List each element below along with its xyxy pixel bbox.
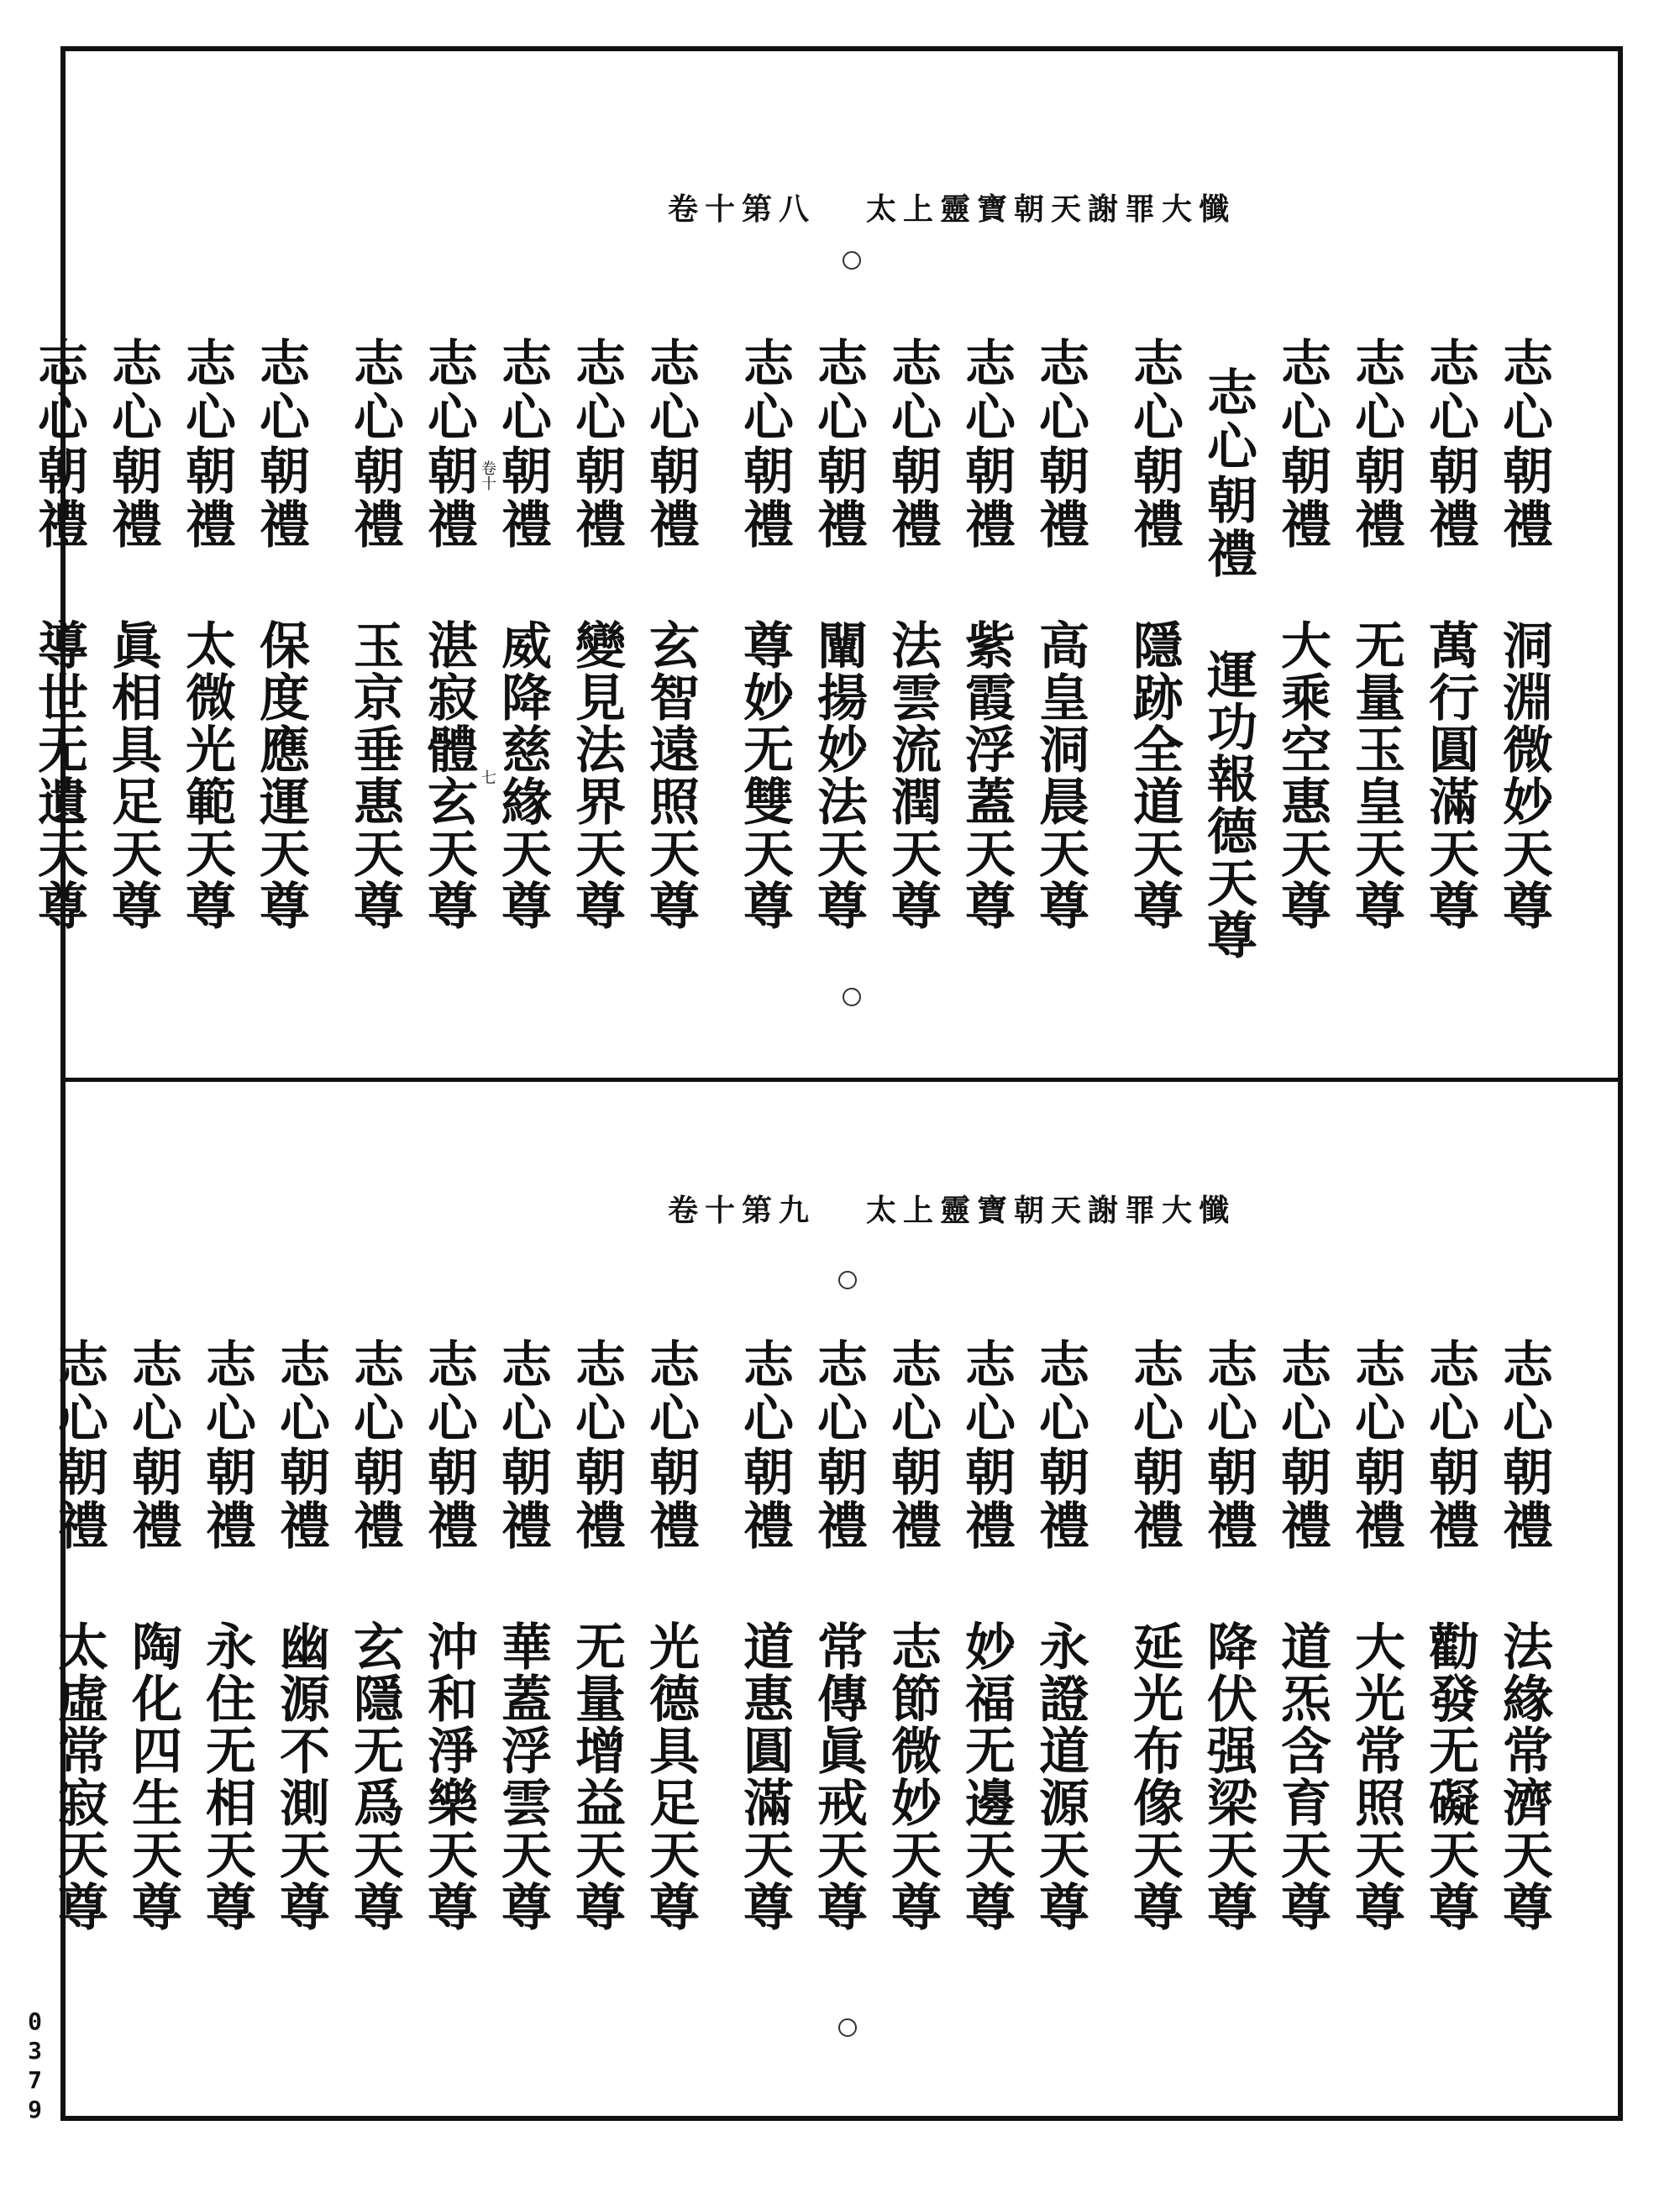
- deity-name: 太虛常寂天尊: [50, 1620, 108, 1933]
- entry-heading: 志心朝禮: [1125, 1338, 1184, 1553]
- entry-column: [1117, 337, 1191, 961]
- deity-name: 降伏强梁天尊: [1199, 1620, 1257, 1933]
- margin-label: 卷十: [479, 460, 496, 491]
- deity-name: 紫霞浮蓋天尊: [957, 619, 1016, 932]
- entry-heading: 志心朝禮: [1273, 337, 1331, 552]
- deity-name: 變見法界天尊: [567, 619, 626, 932]
- entry-column: [1339, 1338, 1413, 1933]
- entry-column: [1339, 337, 1413, 961]
- entry-heading: 志心朝禮: [493, 1338, 552, 1553]
- deity-name: 闡揚妙法天尊: [809, 619, 868, 932]
- entry-heading: 志心朝禮: [641, 1338, 700, 1553]
- margin-number: 七: [479, 769, 496, 785]
- entry-heading: 志心朝禮: [735, 337, 794, 552]
- entry-column: [1487, 337, 1561, 961]
- entry-heading: 志心朝禮: [567, 1338, 626, 1553]
- entry-column: [244, 337, 318, 961]
- entry-heading: 志心朝禮: [567, 337, 626, 552]
- entry-column: [116, 1338, 190, 1933]
- volume-label: 卷十第九: [667, 1192, 816, 1228]
- entry-heading: 志心朝禮: [1031, 337, 1089, 552]
- upper-page: [29, 51, 1618, 1078]
- entry-heading: 志心朝禮: [1273, 1338, 1331, 1553]
- deity-name: 光德具足天尊: [641, 1620, 700, 1933]
- entry-heading: 志心朝禮: [1494, 1338, 1553, 1553]
- deity-name: 法雲流潤天尊: [883, 619, 942, 932]
- entry-column: [801, 337, 875, 961]
- entry-heading: 志心朝禮: [177, 337, 236, 552]
- entry-heading: 志心朝禮: [1347, 337, 1405, 552]
- entry-heading: 志心朝禮: [957, 337, 1016, 552]
- entry-column: [1117, 1338, 1191, 1933]
- deity-name: 玄隱无爲天尊: [345, 1620, 404, 1933]
- entry-heading: 志心朝禮: [1347, 1338, 1405, 1553]
- deity-name: 導世无遺天尊: [29, 619, 88, 932]
- entry-column: [1413, 1338, 1487, 1933]
- volume-label: 卷十第八: [667, 191, 816, 227]
- deity-name: 玉京垂惠天尊: [345, 619, 404, 932]
- entry-heading: 志心朝禮: [883, 1338, 942, 1553]
- entry-column: [633, 1338, 707, 1933]
- entry-heading: 志心朝禮: [1125, 337, 1184, 552]
- scripture-title: 太上靈寶朝天謝罪大懺: [865, 1192, 1236, 1228]
- entry-column: [1413, 337, 1487, 961]
- deity-name: 玄智遠照天尊: [641, 619, 700, 932]
- deity-name: 妙福无邊天尊: [957, 1620, 1016, 1933]
- entry-column: [559, 337, 633, 961]
- deity-name: 運功報德天尊: [1199, 648, 1257, 961]
- deity-name: 道惠圓滿天尊: [735, 1620, 794, 1933]
- entry-heading: 志心朝禮: [493, 337, 552, 552]
- entry-column: [1023, 1338, 1097, 1933]
- entry-heading: 志心朝禮: [957, 1338, 1016, 1553]
- deity-name: 華蓋浮雲天尊: [493, 1620, 552, 1933]
- deity-name: 永住无相天尊: [197, 1620, 256, 1933]
- entry-column: [559, 1338, 633, 1933]
- scripture-title: 太上靈寶朝天謝罪大懺: [865, 191, 1236, 227]
- entry-heading: 志心朝禮: [1031, 1338, 1089, 1553]
- entry-heading: 志心朝禮: [1494, 337, 1553, 552]
- entry-heading: 志心朝禮: [1199, 366, 1257, 581]
- entry-heading: 志心朝禮: [1420, 1338, 1479, 1553]
- binding-hole: [843, 251, 861, 270]
- entry-heading: 志心朝禮: [883, 337, 942, 552]
- lower-page: [50, 1082, 1618, 2116]
- entry-column: [1191, 1338, 1265, 1933]
- deity-name: 道炁含育天尊: [1273, 1620, 1331, 1933]
- running-header: [668, 1183, 1236, 1233]
- entry-columns: [42, 1338, 1561, 1933]
- entry-column: [949, 337, 1023, 961]
- entry-heading: 志心朝禮: [251, 337, 310, 552]
- entry-column: [486, 337, 559, 961]
- deity-name: 湛寂體玄天尊: [419, 619, 478, 932]
- entry-heading: 志心朝禮: [419, 337, 478, 552]
- deity-name: 法緣常濟天尊: [1494, 1620, 1553, 1933]
- deity-name: 眞相具足天尊: [103, 619, 162, 932]
- entry-column: [875, 337, 949, 961]
- entry-column: [1265, 337, 1339, 961]
- entry-column: [1487, 1338, 1561, 1933]
- entry-column: [96, 337, 170, 961]
- deity-name: 大乘空惠天尊: [1273, 619, 1331, 932]
- entry-column: [42, 1338, 116, 1933]
- entry-heading: 志心朝禮: [345, 1338, 404, 1553]
- binding-hole: [838, 2018, 857, 2037]
- entry-heading: 志心朝禮: [271, 1338, 330, 1553]
- entry-heading: 志心朝禮: [641, 337, 700, 552]
- entry-column: [949, 1338, 1023, 1933]
- deity-name: 勸發无礙天尊: [1420, 1620, 1479, 1933]
- entry-column: [190, 1338, 264, 1933]
- entry-column: [727, 337, 801, 961]
- deity-name: 威降慈緣天尊: [493, 619, 552, 932]
- deity-name: 沖和淨樂天尊: [419, 1620, 478, 1933]
- entry-column: [338, 1338, 412, 1933]
- entry-heading: 志心朝禮: [345, 337, 404, 552]
- entry-column: [1191, 337, 1265, 961]
- entry-column: [338, 337, 412, 961]
- entry-heading: 志心朝禮: [1420, 337, 1479, 552]
- entry-column: [727, 1338, 801, 1933]
- entry-heading: 志心朝禮: [735, 1338, 794, 1553]
- deity-name: 无量玉皇天尊: [1347, 619, 1405, 932]
- binding-hole: [843, 988, 861, 1006]
- deity-name: 志節微妙天尊: [883, 1620, 942, 1933]
- deity-name: 隱跡全道天尊: [1125, 619, 1184, 932]
- entry-column: [801, 1338, 875, 1933]
- deity-name: 常傳眞戒天尊: [809, 1620, 868, 1933]
- page-number: 0379: [21, 2007, 49, 2125]
- entry-column: [1023, 337, 1097, 961]
- entry-heading: 志心朝禮: [29, 337, 88, 552]
- entry-heading: 志心朝禮: [419, 1338, 478, 1553]
- deity-name: 尊妙无雙天尊: [735, 619, 794, 932]
- deity-name: 无量增益天尊: [567, 1620, 626, 1933]
- entry-heading: 志心朝禮: [50, 1338, 108, 1553]
- running-header: [668, 181, 1236, 232]
- deity-name: 幽源不測天尊: [271, 1620, 330, 1933]
- entry-heading: 志心朝禮: [103, 337, 162, 552]
- deity-name: 延光布像天尊: [1125, 1620, 1184, 1933]
- entry-column: [170, 337, 244, 961]
- entry-column: [875, 1338, 949, 1933]
- deity-name: 永證道源天尊: [1031, 1620, 1089, 1933]
- entry-column: [22, 337, 96, 961]
- entry-heading: 志心朝禮: [197, 1338, 256, 1553]
- entry-heading: 志心朝禮: [809, 1338, 868, 1553]
- deity-name: 洞淵微妙天尊: [1494, 619, 1553, 932]
- deity-name: 萬行圓滿天尊: [1420, 619, 1479, 932]
- deity-name: 大光常照天尊: [1347, 1620, 1405, 1933]
- entry-columns: [22, 337, 1561, 961]
- entry-heading: 志心朝禮: [123, 1338, 182, 1553]
- entry-column: [1265, 1338, 1339, 1933]
- entry-column: [264, 1338, 338, 1933]
- entry-column: [486, 1338, 559, 1933]
- deity-name: 保度應運天尊: [251, 619, 310, 932]
- deity-name: 太微光範天尊: [177, 619, 236, 932]
- entry-column: [412, 1338, 486, 1933]
- entry-column: [633, 337, 707, 961]
- entry-heading: 志心朝禮: [809, 337, 868, 552]
- binding-hole: [838, 1271, 857, 1289]
- deity-name: 陶化四生天尊: [123, 1620, 182, 1933]
- entry-column: [412, 337, 486, 961]
- deity-name: 高皇洞晨天尊: [1031, 619, 1089, 932]
- entry-heading: 志心朝禮: [1199, 1338, 1257, 1553]
